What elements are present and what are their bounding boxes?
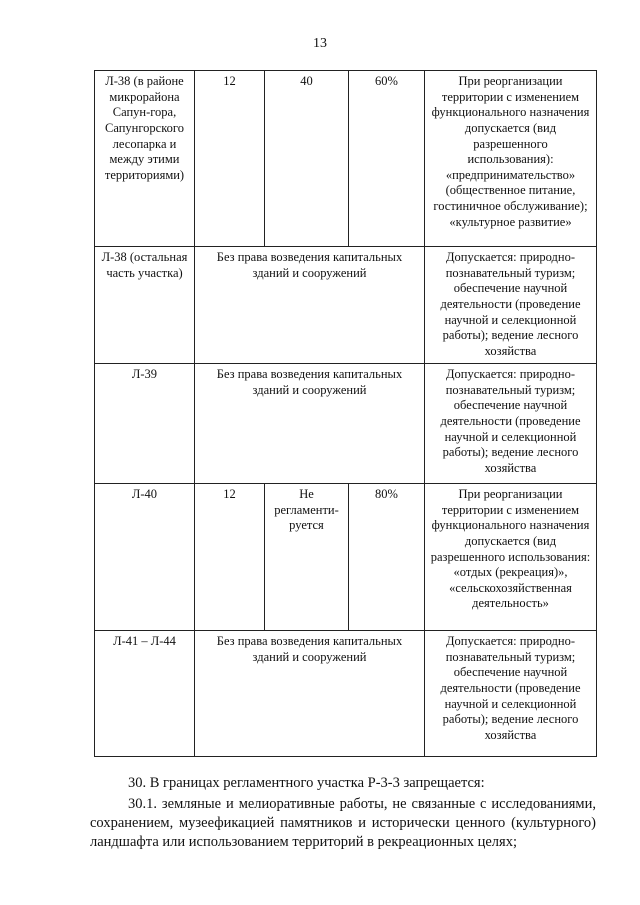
table-row [95,247,597,364]
note-cell: Допускается: природно-познавательный туризм; обеспечение научной деятельности (проведение научной и селекционной работы); ведение лесного хозяйства [425,631,597,757]
value-cell: 40 [265,71,349,247]
note-cell: Допускается: природно-познавательный туризм; обеспечение научной деятельности (проведение научной и селекционной работы); ведение лесного хозяйства [425,247,597,364]
zone-cell: Л-40 [95,484,195,631]
value-cell: 12 [195,484,265,631]
value-cell: 80% [349,484,425,631]
paragraph-30-1: 30.1. земляные и мелиоративные работы, не связанные с исследованиями, сохранением, музеефикацией памятников и исторически ценного (культурного) ландшафта или использованием территорий в рекреационных целях; [90,796,596,850]
value-cell: Не регламенти-руется [265,484,349,631]
note-cell: Допускается: природно-познавательный туризм; обеспечение научной деятельности (проведение научной и селекционной работы); ведение лесного хозяйства [425,364,597,484]
merged-cell: Без права возведения капитальных зданий и сооружений [195,247,425,364]
page-number: 13 [313,36,327,51]
merged-cell: Без права возведения капитальных зданий и сооружений [195,364,425,484]
table-row [95,71,597,247]
zone-cell: Л-38 (остальная часть участка) [95,247,195,364]
zone-cell: Л-39 [95,364,195,484]
note-cell: При реорганизации территории с изменением функционального назначения допускается (вид разрешенного использования: «отдых (рекреация)», «сельскохозяйственная деятельность» [425,484,597,631]
zone-cell: Л-38 (в районе микрорайона Сапун-гора, Сапунгорского лесопарка и между этими территориями) [95,71,195,247]
note-cell: При реорганизации территории с изменением функционального назначения допускается (вид разрешенного использования): «предпринимательство» (общественное питание, гостиничное обслуживание); «культурное развитие» [425,71,597,247]
value-cell: 60% [349,71,425,247]
zone-cell: Л-41 – Л-44 [95,631,195,757]
value-cell: 12 [195,71,265,247]
merged-cell: Без права возведения капитальных зданий и сооружений [195,631,425,757]
paragraph-30: 30. В границах регламентного участка Р-3-3 запрещается: [128,775,485,791]
table-row [95,631,597,757]
table-row [95,364,597,484]
regulation-table [94,70,597,757]
table-row [95,484,597,631]
